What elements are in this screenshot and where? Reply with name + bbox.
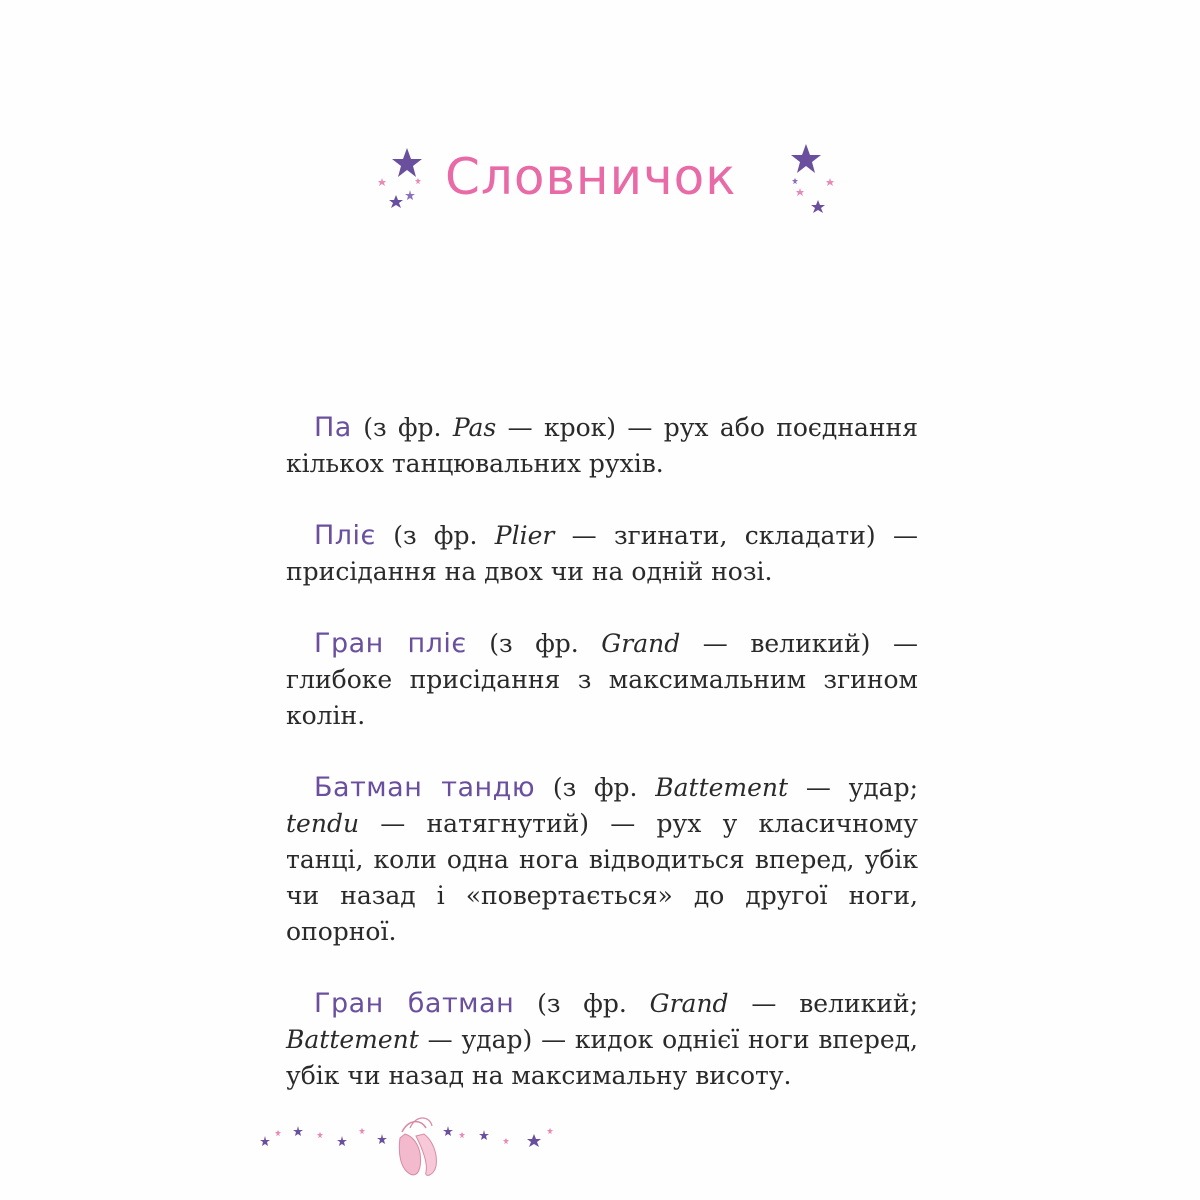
star-icon <box>791 144 821 173</box>
star-icon <box>317 1132 323 1138</box>
star-icon <box>826 178 834 186</box>
glossary-term: Гран пліє <box>314 628 467 659</box>
french-word: Battement <box>286 1025 419 1054</box>
star-icon <box>547 1128 553 1134</box>
glossary-entry: Батман тандю (з фр. Battement — удар; tendu — натягнутий) — рух у класичному танці, коли одна нога відводиться вперед, убік чи назад і «повертається» до другої ноги, опорної. <box>286 772 918 946</box>
star-icon <box>392 148 422 177</box>
french-word: Grand <box>601 629 681 658</box>
glossary-term: Батман тандю <box>314 772 536 803</box>
star-icon <box>337 1136 347 1146</box>
star-icon <box>378 178 386 186</box>
page-title: Словничок <box>445 148 737 206</box>
glossary-list <box>286 410 918 1094</box>
ballet-shoes-icon <box>399 1118 436 1175</box>
glossary-entry: Гран пліє (з фр. Grand — великий) — глибоке присідання з максимальним згином колін. <box>286 628 918 730</box>
french-word: Plier <box>494 521 555 550</box>
french-word: tendu <box>286 809 360 838</box>
star-icon <box>377 1134 387 1144</box>
french-word: Battement <box>655 773 789 802</box>
star-icon <box>459 1132 465 1138</box>
french-word: Grand <box>649 989 729 1018</box>
star-icon <box>389 195 403 208</box>
star-icon <box>405 190 415 200</box>
glossary-entry: Пліє (з фр. Plier — згинати, складати) — присідання на двох чи на одній нозі. <box>286 520 919 586</box>
glossary-term: Пліє <box>314 520 376 551</box>
star-icon <box>527 1134 541 1147</box>
glossary-entry: Па (з фр. Pas — крок) — рух або поєднання кількох танцювальних рухів. <box>286 412 918 478</box>
french-word: Pas <box>452 413 497 442</box>
star-icon <box>792 178 798 184</box>
star-icon <box>415 178 421 184</box>
star-icon <box>796 188 804 196</box>
title-section <box>0 140 1200 230</box>
star-icon <box>275 1130 281 1136</box>
glossary-entry: Гран батман (з фр. Grand — великий; Battement — удар) — кидок однієї ноги вперед, убік чи назад на максимальну висоту. <box>286 988 918 1090</box>
star-icon <box>479 1130 489 1140</box>
glossary-term: Па <box>314 412 352 443</box>
glossary-term: Гран батман <box>314 988 515 1019</box>
star-icon <box>503 1138 509 1144</box>
star-icon <box>443 1126 453 1136</box>
star-icon <box>293 1126 303 1136</box>
footer-decoration <box>250 1108 570 1188</box>
star-icon <box>811 200 825 213</box>
star-icon <box>260 1136 270 1146</box>
star-icon <box>359 1128 365 1134</box>
